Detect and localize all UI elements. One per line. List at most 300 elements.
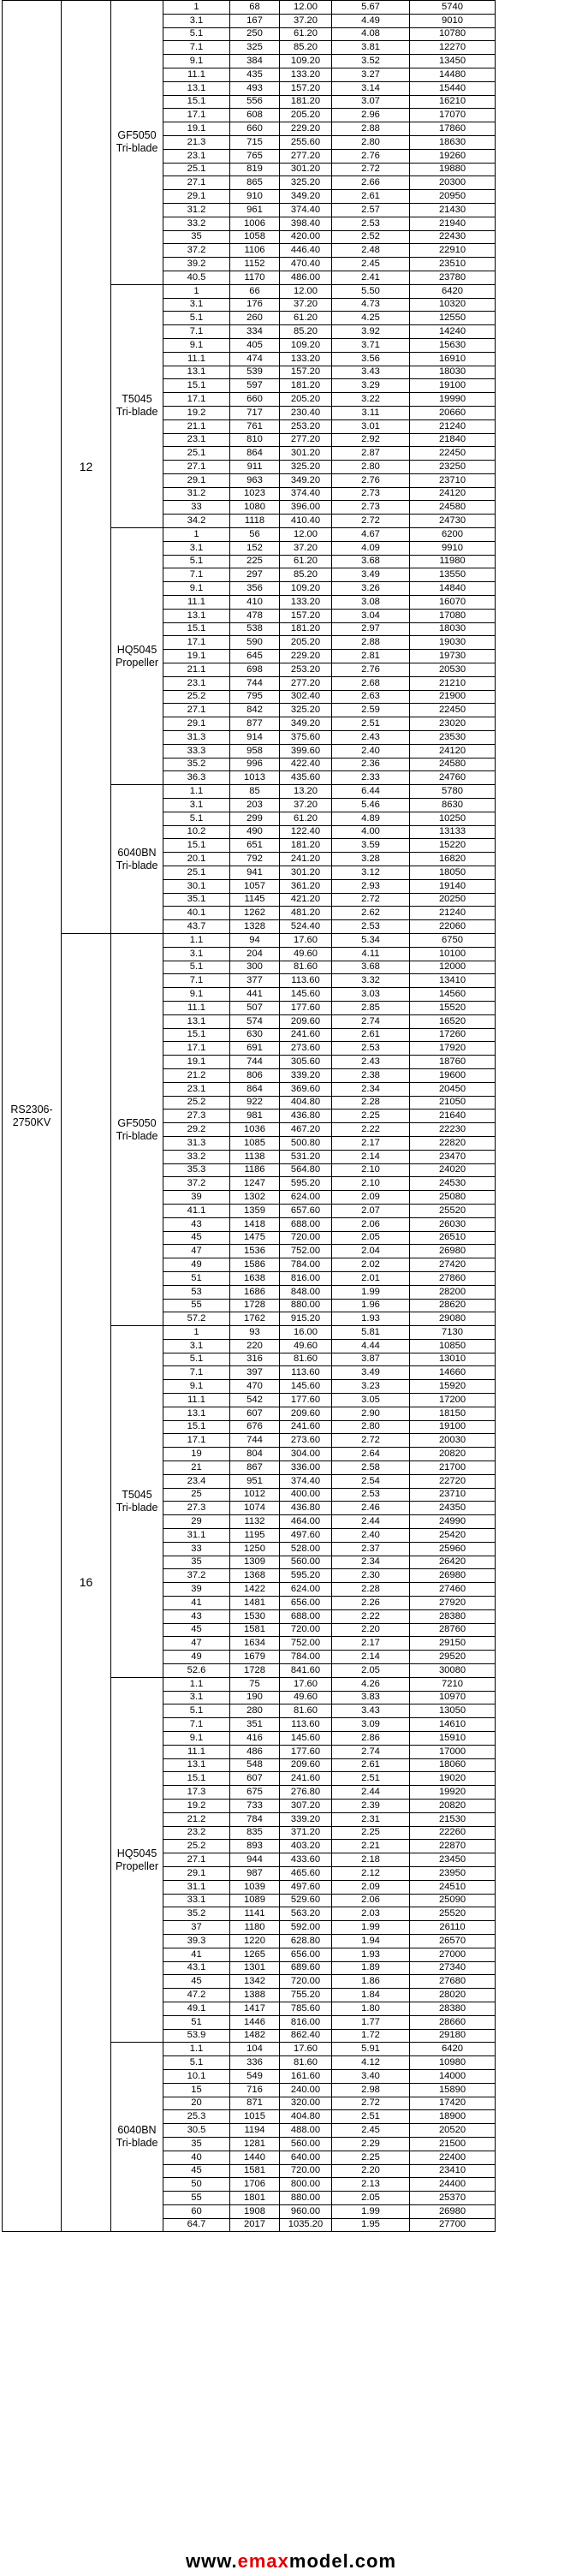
data-cell: 1186 — [230, 1163, 280, 1177]
data-cell: 369.60 — [280, 1082, 332, 1096]
data-cell: 404.80 — [280, 1096, 332, 1110]
data-cell: 720.00 — [280, 1623, 332, 1637]
data-cell: 2.72 — [332, 2097, 410, 2110]
data-cell: 1482 — [230, 2029, 280, 2043]
data-cell: 11.1 — [163, 1745, 230, 1758]
data-cell: 255.60 — [280, 135, 332, 149]
data-cell: 229.20 — [280, 650, 332, 663]
data-cell: 17.60 — [280, 933, 332, 947]
data-cell: 422.40 — [280, 758, 332, 771]
data-cell: 6750 — [410, 933, 496, 947]
data-cell: 113.60 — [280, 974, 332, 988]
data-cell: 81.60 — [280, 2056, 332, 2070]
data-cell: 85 — [230, 785, 280, 799]
data-cell: 958 — [230, 744, 280, 758]
data-cell: 15520 — [410, 1001, 496, 1014]
data-cell: 25.2 — [163, 690, 230, 704]
motor-model-cell: RS2306- 2750KV — [3, 1, 62, 2232]
data-cell: 33.1 — [163, 1894, 230, 1907]
data-cell: 2.73 — [332, 501, 410, 515]
data-cell: 24350 — [410, 1502, 496, 1515]
data-cell: 13.1 — [163, 1407, 230, 1420]
data-cell: 22060 — [410, 920, 496, 934]
data-cell: 49.1 — [163, 2002, 230, 2015]
data-cell: 19030 — [410, 636, 496, 650]
data-cell: 25.1 — [163, 447, 230, 461]
data-cell: 25520 — [410, 1907, 496, 1921]
data-cell: 835 — [230, 1826, 280, 1840]
data-cell: 474 — [230, 352, 280, 366]
data-cell: 109.20 — [280, 582, 332, 596]
data-cell: 3.71 — [332, 338, 410, 352]
data-cell: 52.6 — [163, 1664, 230, 1678]
data-cell: 3.56 — [332, 352, 410, 366]
data-cell: 94 — [230, 933, 280, 947]
data-cell: 85.20 — [280, 41, 332, 55]
data-cell: 744 — [230, 1434, 280, 1448]
table-row — [3, 1, 581, 15]
data-cell: 29520 — [410, 1651, 496, 1664]
data-cell: 14560 — [410, 988, 496, 1002]
data-cell: 181.20 — [280, 95, 332, 109]
data-cell: 23780 — [410, 271, 496, 284]
data-cell: 9910 — [410, 541, 496, 555]
data-cell: 17.1 — [163, 1042, 230, 1056]
data-cell: 14840 — [410, 582, 496, 596]
data-cell: 981 — [230, 1110, 280, 1123]
data-cell: 5.1 — [163, 961, 230, 974]
data-cell: 816.00 — [280, 1271, 332, 1285]
data-cell: 3.49 — [332, 1366, 410, 1380]
data-cell: 490 — [230, 825, 280, 839]
data-cell: 23510 — [410, 258, 496, 271]
data-cell: 11.1 — [163, 68, 230, 81]
data-cell: 810 — [230, 433, 280, 447]
data-cell: 960.00 — [280, 2204, 332, 2218]
data-cell: 25 — [163, 1488, 230, 1502]
data-cell: 2.58 — [332, 1461, 410, 1475]
data-cell: 31.2 — [163, 487, 230, 501]
data-cell: 45 — [163, 2164, 230, 2178]
data-cell: 1.96 — [332, 1299, 410, 1312]
data-cell: 24120 — [410, 487, 496, 501]
data-cell: 2.73 — [332, 487, 410, 501]
data-cell: 18030 — [410, 366, 496, 379]
data-cell: 2.26 — [332, 1597, 410, 1610]
data-cell: 1530 — [230, 1609, 280, 1623]
data-cell: 865 — [230, 176, 280, 190]
data-cell: 18900 — [410, 2110, 496, 2124]
data-cell: 2.41 — [332, 271, 410, 284]
data-cell: 81.60 — [280, 961, 332, 974]
data-cell: 27.1 — [163, 461, 230, 474]
footer-prefix: www. — [185, 2550, 238, 2572]
data-cell: 3.32 — [332, 974, 410, 988]
data-cell: 1118 — [230, 515, 280, 528]
data-cell: 325 — [230, 41, 280, 55]
data-cell: 336.00 — [280, 1461, 332, 1475]
data-cell: 2.90 — [332, 1407, 410, 1420]
data-cell: 3.12 — [332, 866, 410, 880]
data-cell: 2.28 — [332, 1583, 410, 1597]
data-cell: 29080 — [410, 1312, 496, 1326]
data-cell: 2.80 — [332, 135, 410, 149]
data-cell: 22720 — [410, 1474, 496, 1488]
data-cell: 203 — [230, 799, 280, 812]
data-cell: 7210 — [410, 1677, 496, 1691]
data-cell: 1388 — [230, 1989, 280, 2002]
data-cell: 24530 — [410, 1177, 496, 1191]
data-cell: 39 — [163, 1191, 230, 1205]
data-cell: 152 — [230, 541, 280, 555]
data-cell: 862.40 — [280, 2029, 332, 2043]
data-cell: 2.53 — [332, 1042, 410, 1056]
data-cell: 2.14 — [332, 1651, 410, 1664]
data-cell: 15.1 — [163, 839, 230, 853]
data-cell: 2.72 — [332, 1434, 410, 1448]
data-cell: 5.1 — [163, 27, 230, 41]
data-cell: 2.72 — [332, 515, 410, 528]
data-cell: 301.20 — [280, 447, 332, 461]
data-cell: 3.1 — [163, 1339, 230, 1353]
data-cell: 11.1 — [163, 1001, 230, 1014]
data-cell: 25370 — [410, 2192, 496, 2205]
data-cell: 85.20 — [280, 568, 332, 582]
data-cell: 307.20 — [280, 1799, 332, 1812]
data-cell: 410.40 — [280, 515, 332, 528]
data-cell: 2.62 — [332, 907, 410, 920]
data-cell: 2.48 — [332, 244, 410, 258]
data-cell: 1265 — [230, 1948, 280, 1961]
data-cell: 752.00 — [280, 1245, 332, 1258]
data-cell: 2.10 — [332, 1163, 410, 1177]
data-cell: 2.22 — [332, 1609, 410, 1623]
data-cell: 2.52 — [332, 230, 410, 244]
data-cell: 27.1 — [163, 1853, 230, 1867]
data-cell: 6420 — [410, 2043, 496, 2056]
data-cell: 2.43 — [332, 1056, 410, 1069]
data-cell: 481.20 — [280, 907, 332, 920]
data-cell: 1132 — [230, 1515, 280, 1529]
data-cell: 157.20 — [280, 609, 332, 622]
data-cell: 325.20 — [280, 704, 332, 717]
data-cell: 880.00 — [280, 2192, 332, 2205]
data-cell: 1801 — [230, 2192, 280, 2205]
data-cell: 37.20 — [280, 298, 332, 312]
data-cell: 1.84 — [332, 1989, 410, 2002]
data-cell: 27.3 — [163, 1502, 230, 1515]
data-cell: 145.60 — [280, 1732, 332, 1746]
data-cell: 13050 — [410, 1704, 496, 1718]
data-cell: 2.80 — [332, 1420, 410, 1434]
data-cell: 2.68 — [332, 676, 410, 690]
data-cell: 549 — [230, 2069, 280, 2083]
data-cell: 1581 — [230, 1623, 280, 1637]
data-cell: 1.89 — [332, 1961, 410, 1975]
data-cell: 29180 — [410, 2029, 496, 2043]
data-cell: 2.31 — [332, 1812, 410, 1826]
data-cell: 277.20 — [280, 676, 332, 690]
data-cell: 5.1 — [163, 1704, 230, 1718]
data-cell: 5.91 — [332, 2043, 410, 2056]
data-cell: 6200 — [410, 528, 496, 542]
data-cell: 1728 — [230, 1299, 280, 1312]
data-cell: 18150 — [410, 1407, 496, 1420]
data-cell: 3.92 — [332, 325, 410, 339]
data-cell: 40.1 — [163, 907, 230, 920]
data-cell: 1536 — [230, 1245, 280, 1258]
data-cell: 13550 — [410, 568, 496, 582]
data-cell: 45 — [163, 1231, 230, 1245]
data-cell: 23.1 — [163, 1082, 230, 1096]
data-cell: 21240 — [410, 907, 496, 920]
data-cell: 2.33 — [332, 771, 410, 785]
data-cell: 57.2 — [163, 1312, 230, 1326]
data-cell: 848.00 — [280, 1285, 332, 1299]
footer-brand: emax — [237, 2550, 289, 2572]
data-cell: 9.1 — [163, 1732, 230, 1746]
data-cell: 785.60 — [280, 2002, 332, 2015]
data-cell: 241.60 — [280, 1420, 332, 1434]
data-cell: 11.1 — [163, 596, 230, 610]
data-cell: 13.1 — [163, 81, 230, 95]
data-cell: 273.60 — [280, 1042, 332, 1056]
data-cell: 1180 — [230, 1921, 280, 1935]
data-cell: 20250 — [410, 893, 496, 907]
data-cell: 1686 — [230, 1285, 280, 1299]
propeller-cell: HQ5045 Propeller — [111, 1677, 163, 2043]
data-cell: 1422 — [230, 1583, 280, 1597]
data-cell: 47 — [163, 1637, 230, 1651]
data-cell: 689.60 — [280, 1961, 332, 1975]
data-cell: 410 — [230, 596, 280, 610]
data-cell: 16210 — [410, 95, 496, 109]
data-cell: 45 — [163, 1975, 230, 1989]
data-cell: 29.2 — [163, 1123, 230, 1137]
data-cell: 2.17 — [332, 1637, 410, 1651]
data-cell: 280 — [230, 1704, 280, 1718]
data-cell: 30.1 — [163, 879, 230, 893]
data-cell: 21050 — [410, 1096, 496, 1110]
data-cell: 14480 — [410, 68, 496, 81]
data-cell: 24760 — [410, 771, 496, 785]
data-cell: 209.60 — [280, 1407, 332, 1420]
data-cell: 17.1 — [163, 636, 230, 650]
data-cell: 29150 — [410, 1637, 496, 1651]
data-cell: 18050 — [410, 866, 496, 880]
data-cell: 2.36 — [332, 758, 410, 771]
data-cell: 27000 — [410, 1948, 496, 1961]
data-cell: 1170 — [230, 271, 280, 284]
voltage-cell: 12 — [62, 1, 111, 934]
data-cell: 122.40 — [280, 825, 332, 839]
data-cell: 640.00 — [280, 2151, 332, 2164]
data-cell: 2.64 — [332, 1448, 410, 1461]
data-cell: 2.61 — [332, 190, 410, 204]
data-cell: 273.60 — [280, 1434, 332, 1448]
data-cell: 7.1 — [163, 568, 230, 582]
data-cell: 316 — [230, 1353, 280, 1366]
data-cell: 792 — [230, 853, 280, 866]
data-cell: 3.1 — [163, 298, 230, 312]
data-cell: 3.83 — [332, 1691, 410, 1704]
data-cell: 24580 — [410, 501, 496, 515]
data-cell: 26420 — [410, 1556, 496, 1569]
data-cell: 31.1 — [163, 1529, 230, 1543]
data-cell: 301.20 — [280, 866, 332, 880]
data-cell: 595.20 — [280, 1177, 332, 1191]
data-cell: 1220 — [230, 1934, 280, 1948]
data-cell: 2.51 — [332, 1772, 410, 1786]
data-cell: 3.43 — [332, 366, 410, 379]
data-cell: 607 — [230, 1772, 280, 1786]
data-cell: 28200 — [410, 1285, 496, 1299]
data-cell: 27700 — [410, 2218, 496, 2232]
data-cell: 2.98 — [332, 2083, 410, 2097]
data-cell: 13.1 — [163, 1014, 230, 1028]
data-cell: 1281 — [230, 2137, 280, 2151]
data-cell: 656.00 — [280, 1948, 332, 1961]
data-cell: 433.60 — [280, 1853, 332, 1867]
data-cell: 17080 — [410, 609, 496, 622]
data-cell: 435.60 — [280, 771, 332, 785]
data-cell: 421.20 — [280, 893, 332, 907]
data-cell: 9010 — [410, 14, 496, 27]
data-cell: 28620 — [410, 1299, 496, 1312]
data-cell: 560.00 — [280, 2137, 332, 2151]
data-cell: 3.07 — [332, 95, 410, 109]
data-cell: 25960 — [410, 1542, 496, 1556]
data-cell: 181.20 — [280, 839, 332, 853]
data-cell: 18060 — [410, 1758, 496, 1772]
data-cell: 15.1 — [163, 95, 230, 109]
data-cell: 30080 — [410, 1664, 496, 1678]
data-cell: 1634 — [230, 1637, 280, 1651]
data-cell: 2.54 — [332, 1474, 410, 1488]
data-cell: 302.40 — [280, 690, 332, 704]
data-cell: 2.81 — [332, 650, 410, 663]
data-cell: 13133 — [410, 825, 496, 839]
data-cell: 61.20 — [280, 27, 332, 41]
data-cell: 877 — [230, 717, 280, 731]
data-cell: 35.2 — [163, 758, 230, 771]
data-cell: 40 — [163, 2151, 230, 2164]
data-cell: 529.60 — [280, 1894, 332, 1907]
data-cell: 21.3 — [163, 135, 230, 149]
data-cell: 2.61 — [332, 1028, 410, 1042]
data-cell: 349.20 — [280, 473, 332, 487]
data-cell: 842 — [230, 704, 280, 717]
data-cell: 3.81 — [332, 41, 410, 55]
data-cell: 47.2 — [163, 1989, 230, 2002]
data-cell: 11.1 — [163, 1394, 230, 1407]
data-cell: 22870 — [410, 1840, 496, 1853]
data-cell: 5.81 — [332, 1326, 410, 1340]
data-cell: 37.2 — [163, 1569, 230, 1583]
data-cell: 2.37 — [332, 1542, 410, 1556]
data-cell: 478 — [230, 609, 280, 622]
data-cell: 436.80 — [280, 1110, 332, 1123]
data-cell: 19020 — [410, 1772, 496, 1786]
data-cell: 20820 — [410, 1799, 496, 1812]
data-cell: 19.1 — [163, 122, 230, 136]
data-cell: 1036 — [230, 1123, 280, 1137]
data-cell: 1638 — [230, 1271, 280, 1285]
data-cell: 1368 — [230, 1569, 280, 1583]
data-cell: 720.00 — [280, 1231, 332, 1245]
data-cell: 209.60 — [280, 1014, 332, 1028]
data-cell: 15.1 — [163, 1772, 230, 1786]
data-cell: 2.25 — [332, 2151, 410, 2164]
data-cell: 27.1 — [163, 704, 230, 717]
data-cell: 1250 — [230, 1542, 280, 1556]
data-cell: 688.00 — [280, 1609, 332, 1623]
data-cell: 2.40 — [332, 1529, 410, 1543]
data-cell: 1475 — [230, 1231, 280, 1245]
data-cell: 68 — [230, 1, 280, 15]
data-cell: 21500 — [410, 2137, 496, 2151]
data-cell: 1.99 — [332, 1285, 410, 1299]
data-cell: 597 — [230, 379, 280, 393]
data-cell: 33 — [163, 501, 230, 515]
data-cell: 26510 — [410, 1231, 496, 1245]
data-cell: 2.07 — [332, 1204, 410, 1217]
data-cell: 2.45 — [332, 2124, 410, 2138]
data-cell: 400.00 — [280, 1488, 332, 1502]
data-cell: 2.17 — [332, 1136, 410, 1150]
data-cell: 2.57 — [332, 203, 410, 217]
data-cell: 941 — [230, 866, 280, 880]
data-cell: 720.00 — [280, 2164, 332, 2178]
data-cell: 20450 — [410, 1082, 496, 1096]
data-cell: 1446 — [230, 2015, 280, 2029]
data-cell: 1.95 — [332, 2218, 410, 2232]
data-cell: 608 — [230, 109, 280, 122]
data-cell: 10.1 — [163, 2069, 230, 2083]
data-cell: 20950 — [410, 190, 496, 204]
footer-suffix: model.com — [288, 2550, 397, 2572]
data-cell: 339.20 — [280, 1068, 332, 1082]
data-cell: 22230 — [410, 1123, 496, 1137]
data-cell: 4.26 — [332, 1677, 410, 1691]
data-cell: 25.2 — [163, 1096, 230, 1110]
data-cell: 1728 — [230, 1664, 280, 1678]
data-cell: 17200 — [410, 1394, 496, 1407]
data-cell: 49.60 — [280, 947, 332, 961]
data-cell: 384 — [230, 55, 280, 68]
data-cell: 2.18 — [332, 1853, 410, 1867]
data-cell: 37 — [163, 1921, 230, 1935]
data-cell: 1247 — [230, 1177, 280, 1191]
data-cell: 1.99 — [332, 1921, 410, 1935]
data-cell: 3.1 — [163, 799, 230, 812]
data-cell: 9.1 — [163, 338, 230, 352]
data-cell: 2.74 — [332, 1014, 410, 1028]
data-cell: 15.1 — [163, 622, 230, 636]
data-cell: 50 — [163, 2178, 230, 2192]
data-cell: 17420 — [410, 2097, 496, 2110]
data-cell: 25080 — [410, 1191, 496, 1205]
motor-test-table — [2, 0, 581, 2232]
data-cell: 377 — [230, 974, 280, 988]
data-cell: 1417 — [230, 2002, 280, 2015]
data-cell: 3.14 — [332, 81, 410, 95]
data-cell: 37.20 — [280, 14, 332, 27]
data-cell: 497.60 — [280, 1880, 332, 1894]
data-cell: 3.04 — [332, 609, 410, 622]
data-cell: 3.05 — [332, 1394, 410, 1407]
data-cell: 20660 — [410, 406, 496, 419]
